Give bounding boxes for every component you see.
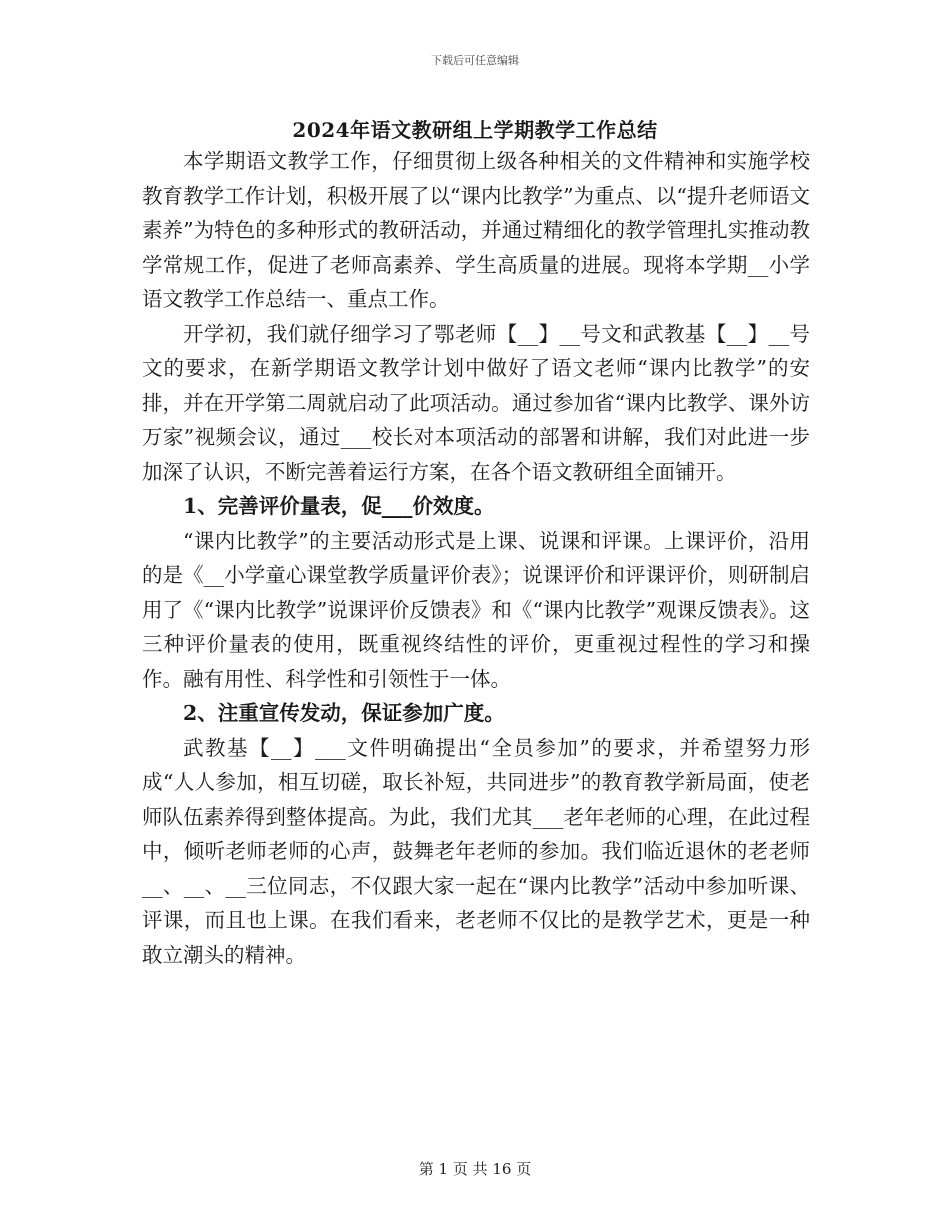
section-heading-1: 1、完善评价量表，促___价效度。 [183,494,495,518]
paragraph-intro: 本学期语文教学工作，仔细贯彻上级各种相关的文件精神和实施学校教育教学工作计划，积极开展了以“课内比教学”为重点、以“提升老师语文素养”为特色的多种形式的教研活动，并通过精细化的教学管理扎实推动教学常规工作，促进了老师高素养、学生高质量的进展。现将本学期__小学语文教学工作总结一、重点工作。 [142,149,810,311]
paragraph-evaluation: “课内比教学”的主要活动形式是上课、说课和评课。上课评价，沿用的是《__小学童心课堂教学质量评价表》；说课评价和评课评价，则研制启用了《“课内比教学”说课评价反馈表》和《“课内比教学”观课反馈表》。这三种评价量表的使用，既重视终结性的评价，更重视过程性的学习和操作。融有用性、科学性和引领性于一体。 [142,528,810,691]
document-title: 2024年语文教研组上学期教学工作总结 [292,118,658,142]
paragraph-participation: 武教基【__】___文件明确提出“全员参加”的要求，并希望努力形成“人人参加，相互切磋，取长补短，共同进步”的教育教学新局面，使老师队伍素养得到整体提高。为此，我们尤其___老年老师的心理，在此过程中，倾听老师老师的心声，鼓舞老年老师的参加。我们临近退休的老老师__、__、__三位同志，不仅跟大家一起在“课内比教学”活动中参加听课、评课，而且也上课。在我们看来，老老师不仅比的是教学艺术，更是一种敢立潮头的精神。 [142,735,810,967]
section-heading-2: 2、注重宣传发动，保证参加广度。 [183,701,505,725]
page-footer: 第 1 页 共 16 页 [418,1160,532,1178]
paragraph-opening: 开学初，我们就仔细学习了鄂老师【__】__号文和武教基【__】__号文的要求，在新学期语文教学计划中做好了语文老师“课内比教学”的安排，并在开学第二周就启动了此项活动。通过参加省“课内比教学、课外访万家”视频会议，通过___校长对本项活动的部署和讲解，我们对此进一步加深了认识，不断完善着运行方案，在各个语文教研组全面铺开。 [142,321,810,484]
document-body [142,144,810,972]
header-note: 下载后可任意编辑 [431,54,519,67]
